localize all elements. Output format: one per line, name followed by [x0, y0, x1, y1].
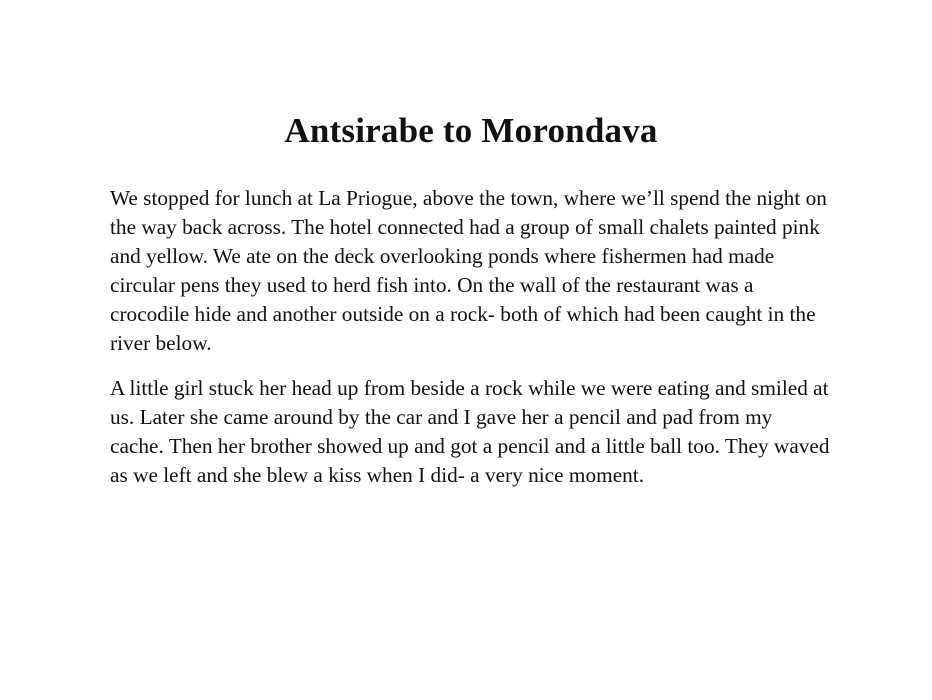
paragraph-lunch: We stopped for lunch at La Priogue, above the town, where we’ll spend the night on the way back across. The hotel connected had a group of small chalets painted pink and yellow. We ate on the deck overlooking ponds where fishermen had made circular pens they used to herd fish into. On the wall of the restaurant was a crocodile hide and another outside on a rock- both of which had been caught in the river below. — [110, 186, 827, 355]
paragraph-girl: A little girl stuck her head up from beside a rock while we were eating and smiled at us. Later she came around by the car and I gave her a pencil and pad from my cache. Then her brother showed up and got a pencil and a little ball too. They waved as we left and she blew a kiss when I did- a very nice moment. — [110, 376, 830, 487]
page-title: Antsirabe to Morondava — [284, 111, 658, 150]
document-page — [110, 108, 830, 506]
